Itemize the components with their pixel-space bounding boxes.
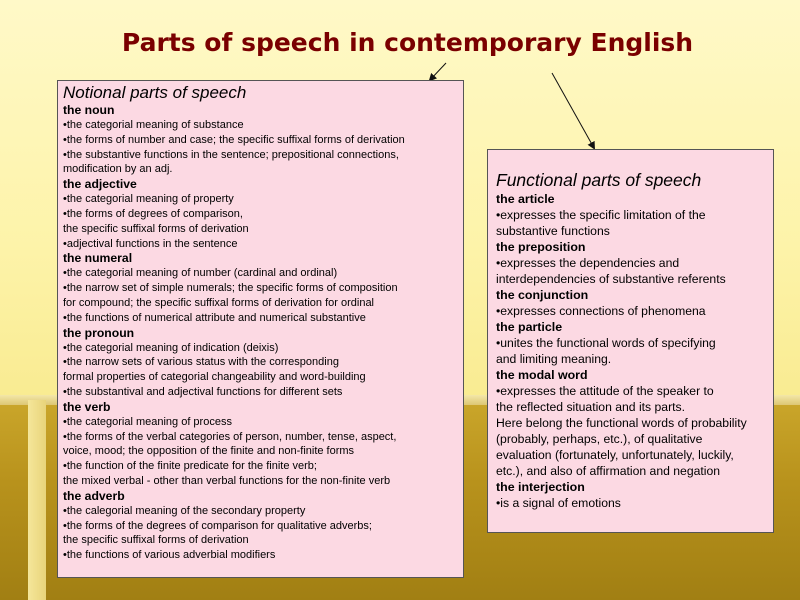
slide-title: Parts of speech in contemporary English — [121, 28, 694, 57]
list-line: etc.), and also of affirmation and negation — [496, 464, 721, 478]
category-heading: the numeral — [63, 251, 133, 266]
category-heading: the adverb — [63, 488, 125, 503]
category-heading: the verb — [63, 399, 111, 414]
notional-box — [57, 80, 464, 578]
background-post — [28, 400, 46, 600]
list-line: •the calegorial meaning of the secondary property — [63, 504, 306, 517]
list-line: •expresses connections of phenomena — [496, 304, 706, 318]
list-line: •the forms of degrees of comparison, — [63, 207, 243, 220]
functional-heading: Functional parts of speech — [496, 170, 702, 190]
list-line: the reflected situation and its parts. — [496, 400, 686, 414]
list-line: voice, mood; the opposition of the finite and non-finite forms — [63, 445, 355, 458]
list-line: •the categorial meaning of indication (deixis) — [63, 341, 279, 354]
category-heading: the article — [496, 192, 555, 206]
notional-list — [63, 103, 458, 563]
list-line: formal properties of categorial changeability and word-building — [63, 371, 366, 384]
list-line: •the categorial meaning of number (cardinal and ordinal) — [63, 267, 338, 280]
list-line: •the functions of numerical attribute and numerical substantive — [63, 311, 366, 324]
category-heading: the pronoun — [63, 325, 135, 340]
category-heading: the noun — [63, 103, 115, 117]
list-line: evaluation (fortunately, unfortunately, luckily, — [496, 448, 734, 462]
list-line: and limiting meaning. — [496, 352, 612, 366]
list-line: •the narrow sets of various status with the corresponding — [63, 356, 339, 369]
list-line: •the categorial meaning of substance — [63, 118, 244, 131]
list-line: •the categorial meaning of process — [63, 415, 232, 428]
list-line: •the forms of number and case; the specific suffixal forms of derivation — [63, 133, 405, 146]
list-line: •the narrow set of simple numerals; the specific forms of composition — [63, 282, 398, 295]
list-line: •the categorial meaning of property — [63, 193, 234, 206]
list-line: •expresses the dependencies and — [496, 256, 680, 270]
list-line: substantive functions — [496, 224, 610, 238]
category-heading: the conjunction — [496, 288, 589, 302]
category-heading: the adjective — [63, 177, 137, 192]
list-line: •unites the functional words of specifying — [496, 336, 716, 350]
notional-heading: Notional parts of speech — [63, 83, 247, 102]
list-line: interdependencies of substantive referents — [496, 272, 726, 286]
list-line: •adjectival functions in the sentence — [63, 237, 238, 250]
category-heading: the interjection — [496, 480, 585, 494]
list-line: •expresses the attitude of the speaker to — [496, 384, 714, 398]
list-line: •is a signal of emotions — [496, 496, 621, 510]
category-heading: the modal word — [496, 368, 588, 382]
list-line: •the substantive functions in the sentence; prepositional connections, — [63, 148, 399, 161]
functional-box — [487, 149, 774, 533]
list-line: for compound; the specific suffixal forms of derivation for ordinal — [63, 296, 375, 309]
category-heading: the particle — [496, 320, 563, 334]
list-line: •the forms of the degrees of comparison for qualitative adverbs; — [63, 519, 372, 532]
list-line: (probably, perhaps, etc.), of qualitative — [496, 432, 703, 446]
list-line: •the functions of various adverbial modifiers — [63, 549, 276, 562]
list-line: •expresses the specific limitation of the — [496, 208, 706, 222]
list-line: the specific suffixal forms of derivation — [63, 534, 249, 547]
list-line: •the forms of the verbal categories of person, number, tense, aspect, — [63, 430, 397, 443]
category-heading: the preposition — [496, 240, 586, 254]
list-line: •the substantival and adjectival functions for different sets — [63, 386, 343, 399]
functional-list — [496, 191, 773, 511]
list-line: the mixed verbal - other than verbal functions for the non-finite verb — [63, 475, 391, 488]
list-line: the specific suffixal forms of derivation — [63, 222, 249, 235]
list-line: •the function of the finite predicate for the finite verb; — [63, 460, 317, 473]
list-line: Here belong the functional words of probability — [496, 416, 747, 430]
list-line: modification by an adj. — [63, 163, 173, 176]
